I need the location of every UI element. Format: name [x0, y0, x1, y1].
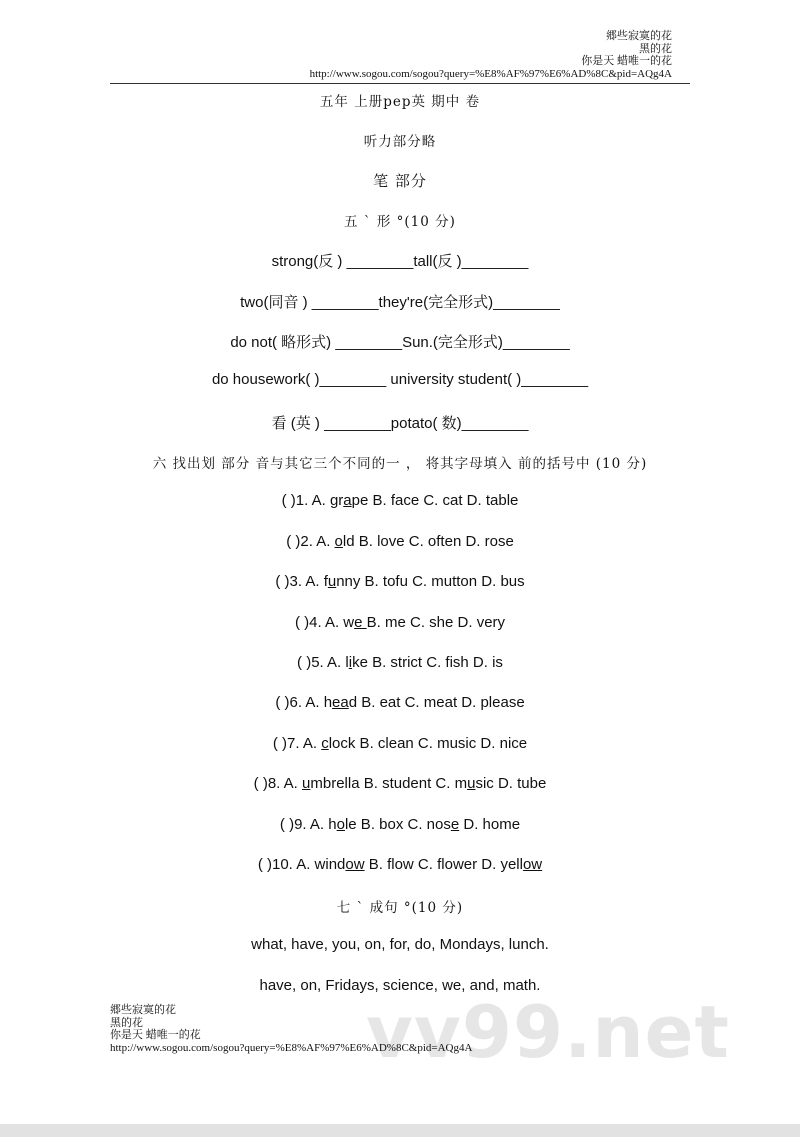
page-title: 五年 上册pep英 期中 卷	[319, 94, 481, 110]
footer-line-1: 郷些寂寞的花	[110, 1004, 176, 1016]
section-5-line: do housework( )________ university student( )________	[211, 371, 589, 388]
listening-note: 听力部分略	[363, 134, 437, 150]
question-3: ( )3. A. funny B. tofu C. mutton D. bus	[275, 573, 525, 590]
footer-line-2: 黑的花	[110, 1016, 143, 1029]
question-9: ( )9. A. hole B. box C. nose D. home	[279, 816, 521, 833]
footer-url: http://www.sogou.com/sogou?query=%E8%AF%97%E6%AD%8C&pid=AQg4A	[110, 1041, 473, 1054]
question-4: ( )4. A. we B. me C. she D. very	[294, 614, 506, 631]
header-rule	[110, 83, 690, 84]
header-url: http://www.sogou.com/sogou?query=%E8%AF%97%E6%AD%8C&pid=AQg4A	[309, 67, 672, 80]
page-footer	[110, 1004, 472, 1054]
header-line-2: 黑的花	[639, 42, 672, 55]
section-7-line: have, on, Fridays, science, we, and, math.	[259, 977, 541, 994]
section-7-heading: 七 ` 成句 °(10 分)	[336, 900, 464, 916]
section-5-line: 看 (英 ) ________potato( 数)________	[271, 415, 529, 432]
section-5-line: do not( 略形式) ________Sun.(完全形式)________	[230, 334, 570, 351]
footer-line-3: 你是天 蜡唯一的花	[110, 1029, 201, 1041]
section-7-line: what, have, you, on, for, do, Mondays, lunch.	[251, 936, 549, 953]
section-5-line: two(同音 ) ________they're(完全形式)________	[240, 294, 560, 311]
question-5: ( )5. A. like B. strict C. fish D. is	[297, 654, 503, 671]
section-5-line: strong(反 ) ________tall(反 )________	[271, 253, 529, 270]
header-line-3: 你是天 蜡唯一的花	[581, 55, 672, 67]
written-heading: 笔 部分	[373, 172, 427, 190]
section-5-heading: 五 ` 形 °(10 分)	[344, 214, 456, 230]
question-10: ( )10. A. window B. flow C. flower D. yellow	[257, 856, 543, 873]
watermark: vv99.net	[366, 990, 730, 1074]
header-line-1: 郷些寂寞的花	[606, 30, 672, 42]
question-2: ( )2. A. old B. love C. often D. rose	[286, 533, 514, 550]
question-1: ( )1. A. grape B. face C. cat D. table	[281, 492, 519, 509]
page-header	[310, 30, 672, 80]
viewer-bottom-edge	[0, 1124, 800, 1137]
section-6-heading: 六 找出划 部分 音与其它三个不同的一 ， 将其字母填入 前的括号中 (10 分)	[152, 456, 648, 472]
question-8: ( )8. A. umbrella B. student C. music D. tube	[253, 775, 547, 792]
question-6: ( )6. A. head B. eat C. meat D. please	[275, 694, 525, 711]
question-7: ( )7. A. clock B. clean C. music D. nice	[272, 735, 528, 752]
